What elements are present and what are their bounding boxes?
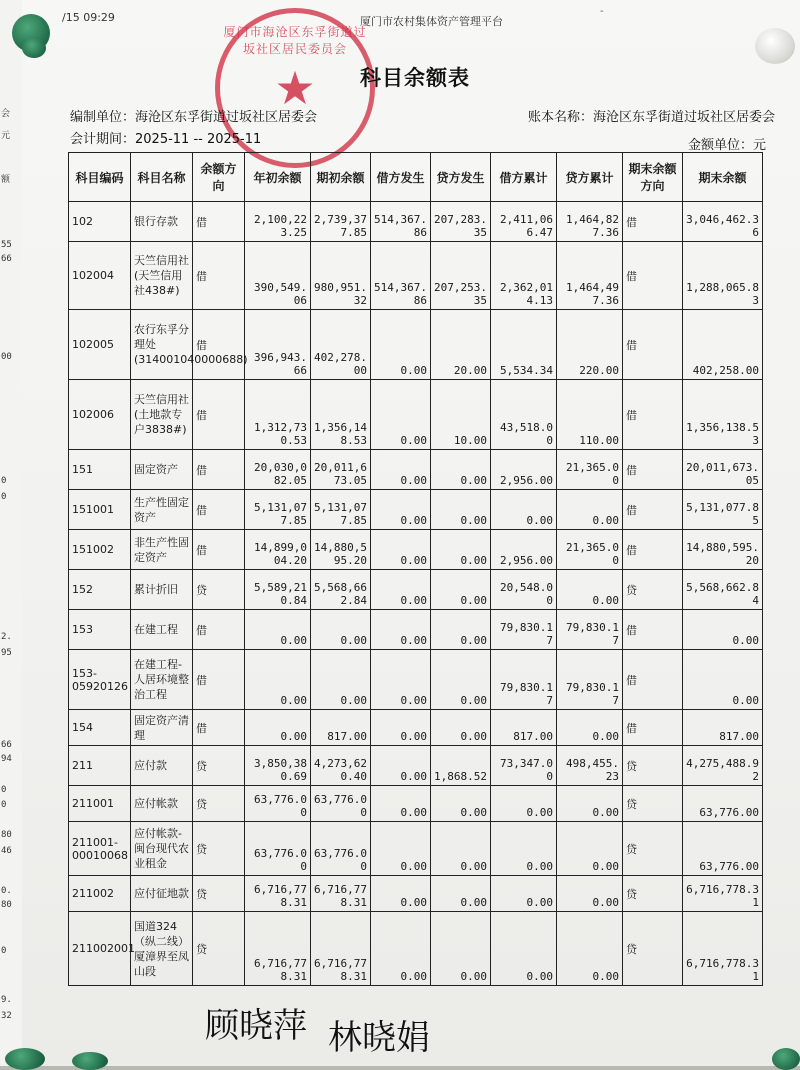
account-name: 应付帐款-闽台现代农业租金 <box>131 822 193 876</box>
opening-year-balance: 0.00 <box>245 710 311 746</box>
balance-direction: 借 <box>193 380 245 450</box>
closing-balance: 6,716,778.31 <box>683 912 763 986</box>
column-header: 贷方发生 <box>431 153 491 202</box>
table-row <box>69 490 763 530</box>
opening-period-balance: 817.00 <box>311 710 371 746</box>
account-name: 累计折旧 <box>131 570 193 610</box>
credit-amount: 20.00 <box>431 310 491 380</box>
credit-cumulative: 0.00 <box>557 912 623 986</box>
table-row <box>69 570 763 610</box>
credit-amount: 0.00 <box>431 912 491 986</box>
account-code: 153-05920126 <box>69 650 131 710</box>
closing-balance: 0.00 <box>683 650 763 710</box>
account-name: 农行东孚分理处(314001040000688) <box>131 310 193 380</box>
push-pin-icon <box>772 1048 800 1070</box>
opening-year-balance: 5,131,077.85 <box>245 490 311 530</box>
account-code: 211002 <box>69 876 131 912</box>
balance-direction: 贷 <box>193 746 245 786</box>
credit-cumulative: 0.00 <box>557 822 623 876</box>
closing-direction: 借 <box>623 610 683 650</box>
adjacent-sheet-fragment: 0. <box>1 886 12 896</box>
account-code: 211001 <box>69 786 131 822</box>
account-name: 在建工程-人居环境整治工程 <box>131 650 193 710</box>
table-row <box>69 530 763 570</box>
adjacent-sheet-fragment: 额 <box>1 175 11 185</box>
adjacent-sheet-fragment: 55 <box>1 240 12 250</box>
debit-cumulative: 0.00 <box>491 912 557 986</box>
credit-cumulative: 0.00 <box>557 710 623 746</box>
credit-cumulative: 0.00 <box>557 570 623 610</box>
credit-cumulative: 79,830.17 <box>557 610 623 650</box>
credit-amount: 0.00 <box>431 530 491 570</box>
credit-amount: 0.00 <box>431 822 491 876</box>
debit-amount: 0.00 <box>371 610 431 650</box>
opening-year-balance: 396,943.66 <box>245 310 311 380</box>
credit-amount: 0.00 <box>431 710 491 746</box>
account-code: 151002 <box>69 530 131 570</box>
debit-amount: 0.00 <box>371 746 431 786</box>
account-code: 211 <box>69 746 131 786</box>
adjacent-sheet <box>0 0 23 1066</box>
closing-direction: 贷 <box>623 912 683 986</box>
opening-year-balance: 63,776.00 <box>245 822 311 876</box>
credit-cumulative: 110.00 <box>557 380 623 450</box>
adjacent-sheet-fragment: 0 <box>1 492 7 502</box>
credit-cumulative: 498,455.23 <box>557 746 623 786</box>
push-pin-icon <box>755 28 795 64</box>
opening-period-balance: 5,568,662.84 <box>311 570 371 610</box>
adjacent-sheet-fragment: 9. <box>1 995 12 1005</box>
table-row <box>69 202 763 242</box>
balance-direction: 借 <box>193 490 245 530</box>
table-row <box>69 242 763 310</box>
opening-period-balance: 0.00 <box>311 610 371 650</box>
debit-cumulative: 73,347.00 <box>491 746 557 786</box>
adjacent-sheet-fragment: 66 <box>1 740 12 750</box>
column-header: 借方累计 <box>491 153 557 202</box>
balance-table <box>68 152 763 986</box>
balance-direction: 借 <box>193 202 245 242</box>
closing-direction: 贷 <box>623 822 683 876</box>
balance-direction: 贷 <box>193 912 245 986</box>
opening-period-balance: 6,716,778.31 <box>311 912 371 986</box>
opening-period-balance: 402,278.00 <box>311 310 371 380</box>
debit-cumulative: 5,534.34 <box>491 310 557 380</box>
credit-cumulative: 21,365.00 <box>557 530 623 570</box>
balance-direction: 借 <box>193 530 245 570</box>
account-code: 102005 <box>69 310 131 380</box>
closing-balance: 63,776.00 <box>683 786 763 822</box>
adjacent-sheet-fragment: 0 <box>1 946 7 956</box>
credit-amount: 207,283.35 <box>431 202 491 242</box>
opening-period-balance: 0.00 <box>311 650 371 710</box>
table-row <box>69 380 763 450</box>
account-name: 应付款 <box>131 746 193 786</box>
debit-cumulative: 20,548.00 <box>491 570 557 610</box>
debit-cumulative: 79,830.17 <box>491 610 557 650</box>
column-header: 科目名称 <box>131 153 193 202</box>
opening-year-balance: 14,899,004.20 <box>245 530 311 570</box>
column-header: 期初余额 <box>311 153 371 202</box>
seal-star-icon: ★ <box>274 61 316 115</box>
adjacent-sheet-fragment: 66 <box>1 254 12 264</box>
account-name: 银行存款 <box>131 202 193 242</box>
closing-balance: 5,131,077.85 <box>683 490 763 530</box>
debit-cumulative: 2,362,014.13 <box>491 242 557 310</box>
table-row <box>69 310 763 380</box>
debit-amount: 0.00 <box>371 570 431 610</box>
closing-direction: 贷 <box>623 876 683 912</box>
opening-period-balance: 1,356,148.53 <box>311 380 371 450</box>
balance-direction: 贷 <box>193 876 245 912</box>
account-name: 天竺信用社(土地款专户3838#) <box>131 380 193 450</box>
account-code: 102006 <box>69 380 131 450</box>
adjacent-sheet-fragment: 0 <box>1 800 7 810</box>
column-header: 年初余额 <box>245 153 311 202</box>
seal-text: 厦门市海沧区东孚街道过坂社区居民委员会 <box>223 25 367 56</box>
adjacent-sheet-fragment: 00 <box>1 352 12 362</box>
closing-direction: 贷 <box>623 786 683 822</box>
opening-period-balance: 5,131,077.85 <box>311 490 371 530</box>
balance-direction: 贷 <box>193 786 245 822</box>
debit-cumulative: 0.00 <box>491 490 557 530</box>
opening-period-balance: 6,716,778.31 <box>311 876 371 912</box>
account-name: 固定资产清理 <box>131 710 193 746</box>
closing-balance: 6,716,778.31 <box>683 876 763 912</box>
credit-amount: 207,253.35 <box>431 242 491 310</box>
adjacent-sheet-fragment: 元 <box>1 131 11 141</box>
credit-cumulative: 0.00 <box>557 786 623 822</box>
debit-cumulative: 0.00 <box>491 822 557 876</box>
closing-direction: 借 <box>623 710 683 746</box>
adjacent-sheet-fragment: 0 <box>1 476 7 486</box>
closing-direction: 借 <box>623 202 683 242</box>
adjacent-sheet-fragment: 2. <box>1 632 12 642</box>
account-name: 应付征地款 <box>131 876 193 912</box>
column-header: 余额方向 <box>193 153 245 202</box>
debit-cumulative: 2,956.00 <box>491 530 557 570</box>
print-time: /15 09:29 <box>62 11 115 24</box>
account-code: 102004 <box>69 242 131 310</box>
balance-direction: 借 <box>193 450 245 490</box>
debit-cumulative: 79,830.17 <box>491 650 557 710</box>
credit-cumulative: 1,464,497.36 <box>557 242 623 310</box>
push-pin-icon <box>22 38 46 58</box>
credit-amount: 0.00 <box>431 450 491 490</box>
credit-cumulative: 0.00 <box>557 490 623 530</box>
opening-period-balance: 4,273,620.40 <box>311 746 371 786</box>
closing-direction: 借 <box>623 530 683 570</box>
debit-amount: 0.00 <box>371 876 431 912</box>
debit-amount: 0.00 <box>371 822 431 876</box>
opening-year-balance: 2,100,223.25 <box>245 202 311 242</box>
closing-direction: 借 <box>623 310 683 380</box>
table-row <box>69 876 763 912</box>
closing-balance: 14,880,595.20 <box>683 530 763 570</box>
column-header: 借方发生 <box>371 153 431 202</box>
closing-direction: 贷 <box>623 746 683 786</box>
closing-balance: 63,776.00 <box>683 822 763 876</box>
credit-amount: 10.00 <box>431 380 491 450</box>
debit-amount: 0.00 <box>371 450 431 490</box>
account-name: 应付帐款 <box>131 786 193 822</box>
closing-balance: 402,258.00 <box>683 310 763 380</box>
credit-cumulative: 0.00 <box>557 876 623 912</box>
debit-cumulative: 2,956.00 <box>491 450 557 490</box>
debit-amount: 0.00 <box>371 786 431 822</box>
opening-period-balance: 14,880,595.20 <box>311 530 371 570</box>
column-header: 期末余额 <box>683 153 763 202</box>
opening-year-balance: 6,716,778.31 <box>245 876 311 912</box>
table-row <box>69 610 763 650</box>
account-label: 账本名称：海沧区东孚街道过坂社区居委会 <box>528 110 776 125</box>
table-row <box>69 650 763 710</box>
opening-period-balance: 20,011,673.05 <box>311 450 371 490</box>
account-code: 152 <box>69 570 131 610</box>
opening-year-balance: 63,776.00 <box>245 786 311 822</box>
closing-direction: 借 <box>623 650 683 710</box>
closing-direction: 借 <box>623 450 683 490</box>
opening-period-balance: 980,951.32 <box>311 242 371 310</box>
debit-cumulative: 0.00 <box>491 876 557 912</box>
adjacent-sheet-fragment: 0 <box>1 785 7 795</box>
balance-direction: 借 <box>193 610 245 650</box>
org-label: 编制单位：海沧区东孚街道过坂社区居委会 <box>70 110 318 125</box>
account-name: 天竺信用社(天竺信用社438#) <box>131 242 193 310</box>
credit-cumulative: 220.00 <box>557 310 623 380</box>
debit-amount: 0.00 <box>371 710 431 746</box>
debit-amount: 514,367.86 <box>371 242 431 310</box>
closing-direction: 借 <box>623 490 683 530</box>
opening-year-balance: 3,850,380.69 <box>245 746 311 786</box>
table-row <box>69 912 763 986</box>
debit-cumulative: 817.00 <box>491 710 557 746</box>
closing-balance: 4,275,488.92 <box>683 746 763 786</box>
adjacent-sheet-fragment: 94 <box>1 754 12 764</box>
closing-balance: 5,568,662.84 <box>683 570 763 610</box>
credit-amount: 1,868.52 <box>431 746 491 786</box>
debit-amount: 0.00 <box>371 650 431 710</box>
account-name: 国道324（纵二线）厦漳界至凤山段 <box>131 912 193 986</box>
adjacent-sheet-fragment: 会 <box>1 109 11 119</box>
unit-label: 金额单位：元 <box>688 138 767 153</box>
account-name: 固定资产 <box>131 450 193 490</box>
table-row <box>69 710 763 746</box>
credit-amount: 0.00 <box>431 650 491 710</box>
account-code: 151 <box>69 450 131 490</box>
balance-direction: 借 <box>193 310 245 380</box>
closing-balance: 817.00 <box>683 710 763 746</box>
adjacent-sheet-fragment: 46 <box>1 846 12 856</box>
column-header: 科目编码 <box>69 153 131 202</box>
account-code: 211002001 <box>69 912 131 986</box>
closing-balance: 3,046,462.36 <box>683 202 763 242</box>
debit-cumulative: 2,411,066.47 <box>491 202 557 242</box>
account-code: 154 <box>69 710 131 746</box>
closing-direction: 借 <box>623 242 683 310</box>
push-pin-icon <box>5 1048 45 1070</box>
opening-period-balance: 2,739,377.85 <box>311 202 371 242</box>
account-code: 153 <box>69 610 131 650</box>
account-code: 211001-00010068 <box>69 822 131 876</box>
table-row <box>69 450 763 490</box>
account-code: 151001 <box>69 490 131 530</box>
debit-amount: 0.00 <box>371 912 431 986</box>
platform-name: 厦门市农村集体资产管理平台 <box>360 15 503 28</box>
closing-balance: 1,288,065.83 <box>683 242 763 310</box>
adjacent-sheet-fragment: 80 <box>1 830 12 840</box>
column-header: 期末余额方向 <box>623 153 683 202</box>
closing-balance: 1,356,138.53 <box>683 380 763 450</box>
opening-year-balance: 390,549.06 <box>245 242 311 310</box>
signature-1: 顾晓萍 <box>205 1006 307 1046</box>
opening-period-balance: 63,776.00 <box>311 786 371 822</box>
debit-cumulative: 43,518.00 <box>491 380 557 450</box>
table-row <box>69 822 763 876</box>
account-code: 102 <box>69 202 131 242</box>
closing-balance: 20,011,673.05 <box>683 450 763 490</box>
debit-amount: 0.00 <box>371 310 431 380</box>
account-name: 非生产性固定资产 <box>131 530 193 570</box>
opening-year-balance: 20,030,082.05 <box>245 450 311 490</box>
table-header-row <box>69 153 763 202</box>
credit-cumulative: 21,365.00 <box>557 450 623 490</box>
balance-direction: 借 <box>193 710 245 746</box>
closing-direction: 借 <box>623 380 683 450</box>
credit-amount: 0.00 <box>431 786 491 822</box>
adjacent-sheet-fragment: 32 <box>1 1011 12 1021</box>
table-row <box>69 786 763 822</box>
account-name: 生产性固定资产 <box>131 490 193 530</box>
closing-direction: 贷 <box>623 570 683 610</box>
column-header: 贷方累计 <box>557 153 623 202</box>
opening-year-balance: 5,589,210.84 <box>245 570 311 610</box>
balance-direction: 借 <box>193 650 245 710</box>
debit-amount: 514,367.86 <box>371 202 431 242</box>
push-pin-icon <box>72 1052 108 1070</box>
balance-direction: 贷 <box>193 822 245 876</box>
adjacent-sheet-fragment: 80 <box>1 900 12 910</box>
page-title: 科目余额表 <box>360 66 470 90</box>
balance-direction: 借 <box>193 242 245 310</box>
opening-year-balance: 0.00 <box>245 650 311 710</box>
balance-direction: 贷 <box>193 570 245 610</box>
debit-amount: 0.00 <box>371 490 431 530</box>
opening-year-balance: 1,312,730.53 <box>245 380 311 450</box>
closing-balance: 0.00 <box>683 610 763 650</box>
opening-year-balance: 0.00 <box>245 610 311 650</box>
period-label: 会计期间：2025-11 -- 2025-11 <box>70 132 262 147</box>
account-name: 在建工程 <box>131 610 193 650</box>
table-row <box>69 746 763 786</box>
adjacent-sheet-fragment: 95 <box>1 648 12 658</box>
credit-amount: 0.00 <box>431 610 491 650</box>
credit-amount: 0.00 <box>431 876 491 912</box>
page-dash: - <box>600 6 604 17</box>
debit-cumulative: 0.00 <box>491 786 557 822</box>
credit-amount: 0.00 <box>431 490 491 530</box>
debit-amount: 0.00 <box>371 380 431 450</box>
credit-amount: 0.00 <box>431 570 491 610</box>
credit-cumulative: 79,830.17 <box>557 650 623 710</box>
debit-amount: 0.00 <box>371 530 431 570</box>
credit-cumulative: 1,464,827.36 <box>557 202 623 242</box>
opening-period-balance: 63,776.00 <box>311 822 371 876</box>
opening-year-balance: 6,716,778.31 <box>245 912 311 986</box>
signature-2: 林晓娟 <box>328 1018 430 1058</box>
